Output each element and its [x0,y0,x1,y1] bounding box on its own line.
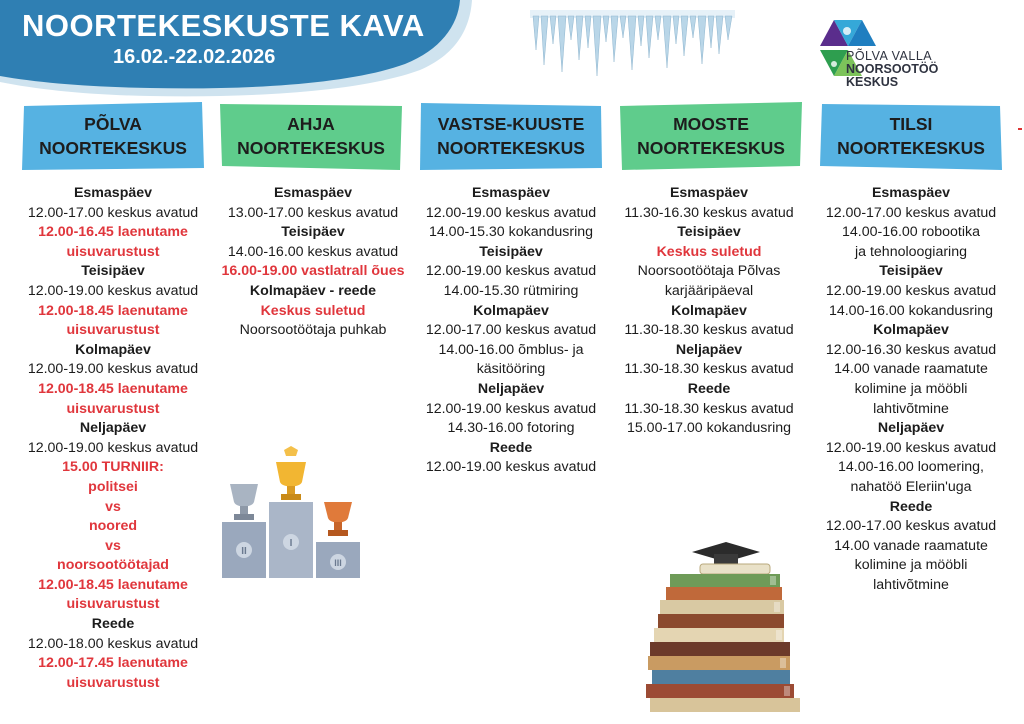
schedule-line: 14.00-16.00 robootika [841,224,981,241]
highlight-line: noorsootöötajad [57,557,169,574]
day-heading: Kolmapäev [873,322,949,339]
book-stack-graduation-cap-icon [640,540,815,715]
schedule-line: 14.00-16.00 õmblus- ja [438,341,584,358]
day-heading: Neljapäev [877,420,945,437]
schedule-line: 14.00 vanade raamatute [834,537,988,554]
highlight-line: 12.00-16.45 laenutame [38,224,188,241]
header-line-2: NOORTEKESKUS [39,138,187,158]
day-heading: Neljapäev [79,420,147,437]
header-vastse-kuuste [418,100,604,172]
day-heading: Esmaspäev [73,185,153,201]
schedule-line: 13.00-17.00 keskus avatud [227,204,399,221]
day-heading: Teisipäev [81,263,145,280]
schedule-line: 14.30-16.00 fotoring [447,420,575,437]
schedule-line: lahtivõtmine [873,400,949,417]
day-heading: Kolmapäev - reede [249,282,377,299]
day-heading: Kolmapäev [671,302,747,319]
highlight-line: Keskus suletud [260,302,366,319]
schedule-vastse-kuuste [411,184,611,478]
schedule-line: Noorsootöötaja Põlvas [637,263,781,280]
podium-label-2: II [241,546,247,557]
schedule-line: 12.00-19.00 keskus avatud [425,263,597,280]
schedule-line: käsitööring [476,361,546,378]
highlight-line: politsei [88,478,138,495]
schedule-line: 12.00-19.00 keskus avatud [425,400,597,417]
edge-mark [1018,128,1022,130]
schedule-line: 12.00-19.00 keskus avatud [825,282,997,299]
schedule-line: 14.00 vanade raamatute [834,361,988,378]
day-heading: Neljapäev [477,380,545,397]
day-heading: Esmaspäev [273,185,353,201]
date-range: 16.02.-22.02.2026 [113,46,276,68]
schedule-line: 12.00-17.00 keskus avatud [825,204,997,221]
highlight-line: uisuvarustust [66,322,160,339]
schedule-line: 14.00-15.30 kokandusring [428,224,594,241]
schedule-line: 14.00-16.00 keskus avatud [227,243,399,260]
highlight-line: uisuvarustust [66,674,160,691]
highlight-line: vs [105,537,121,554]
schedule-line: 14.00-16.00 loomering, [838,459,984,476]
header-line-1: TILSI [889,114,933,134]
highlight-line: 15.00 TURNIIR: [62,459,164,476]
header-line-2: NOORTEKESKUS [237,138,385,158]
day-heading: Teisipäev [479,243,543,260]
day-heading: Reede [91,616,135,633]
header-line-2: NOORTEKESKUS [437,138,585,158]
highlight-line: 12.00-18.45 laenutame [38,576,188,593]
day-heading: Reede [687,380,731,397]
day-heading: Esmaspäev [669,185,749,201]
day-heading: Esmaspäev [871,185,951,201]
schedule-line: 12.00-19.00 keskus avatud [27,282,199,299]
highlight-line: uisuvarustust [66,596,160,613]
header-line-1: PÕLVA [84,114,142,134]
day-heading: Neljapäev [675,341,743,358]
header-line-2: NOORTEKESKUS [637,138,785,158]
schedule-line: 12.00-19.00 keskus avatud [27,439,199,456]
schedule-tilsi [811,184,1011,595]
day-heading: Esmaspäev [471,185,551,201]
schedule-line: ja tehnoloogiaring [854,243,967,260]
highlight-line: 12.00-18.45 laenutame [38,380,188,397]
header-tilsi [818,100,1004,172]
schedule-line: 15.00-17.00 kokandusring [626,420,792,437]
schedule-mooste [609,184,809,439]
day-heading: Kolmapäev [75,341,151,358]
highlight-line: 12.00-17.45 laenutame [38,655,188,672]
schedule-line: 11.30-18.30 keskus avatud [624,400,794,417]
highlight-line: 12.00-18.45 laenutame [38,302,188,319]
trophy-podium-icon [218,446,364,580]
day-heading: Teisipäev [677,224,741,241]
schedule-line: 11.30-18.30 keskus avatud [624,322,794,339]
header-ahja [218,100,404,172]
schedule-line: 12.00-17.00 keskus avatud [425,322,597,339]
schedule-line: kolimine ja mööbli [854,557,968,574]
highlight-line: uisuvarustust [66,243,160,260]
day-heading: Reede [889,498,933,515]
page-title: NOORTEKESKUSTE KAVA [22,8,425,43]
logo-text [846,50,986,89]
schedule-line: Noorsootöötaja puhkab [239,322,387,339]
day-heading: Kolmapäev [473,302,549,319]
highlight-line: noored [88,518,138,535]
schedule-ahja [213,184,413,341]
schedule-line: 12.00-19.00 keskus avatud [425,204,597,221]
logo-line-1: PÕLVA VALLA [846,49,933,63]
podium-label-3: III [334,558,342,568]
schedule-line: 14.00-15.30 rütmiring [443,282,579,299]
schedule-line: kolimine ja mööbli [854,380,968,397]
schedule-line: 11.30-18.30 keskus avatud [624,361,794,378]
schedule-line: 14.00-16.00 kokandusring [828,302,994,319]
logo-line-2: NOORSOOTÖÖ [846,62,939,76]
schedule-line: 12.00-18.00 keskus avatud [27,635,199,652]
day-heading: Teisipäev [879,263,943,280]
highlight-line: uisuvarustust [66,400,160,417]
podium-label-1: I [289,538,293,549]
schedule-line: karjääripäeval [664,282,754,299]
header-line-1: VASTSE-KUUSTE [437,114,585,134]
schedule-line: 11.30-16.30 keskus avatud [624,204,794,221]
header-line-1: MOOSTE [673,114,749,134]
schedule-polva [13,184,213,693]
header-mooste [618,100,804,172]
header-line-1: AHJA [287,114,335,134]
schedule-line: nahatöö Eleriin'uga [850,478,972,495]
schedule-line: 12.00-19.00 keskus avatud [825,439,997,456]
header-polva [20,100,206,172]
logo-line-3: KESKUS [846,75,899,89]
day-heading: Teisipäev [281,224,345,241]
schedule-line: 12.00-17.00 keskus avatud [825,518,997,535]
header-line-2: NOORTEKESKUS [837,138,985,158]
highlight-line: vs [105,498,121,515]
schedule-line: 12.00-19.00 keskus avatud [425,459,597,476]
schedule-line: 12.00-19.00 keskus avatud [27,361,199,378]
day-heading: Reede [489,439,533,456]
icicles-icon [530,10,735,80]
schedule-line: 12.00-16.30 keskus avatud [825,341,997,358]
schedule-line: lahtivõtmine [873,576,949,593]
highlight-line: 16.00-19.00 vastlatrall õues [221,263,405,280]
schedule-line: 12.00-17.00 keskus avatud [27,204,199,221]
highlight-line: Keskus suletud [656,243,762,260]
